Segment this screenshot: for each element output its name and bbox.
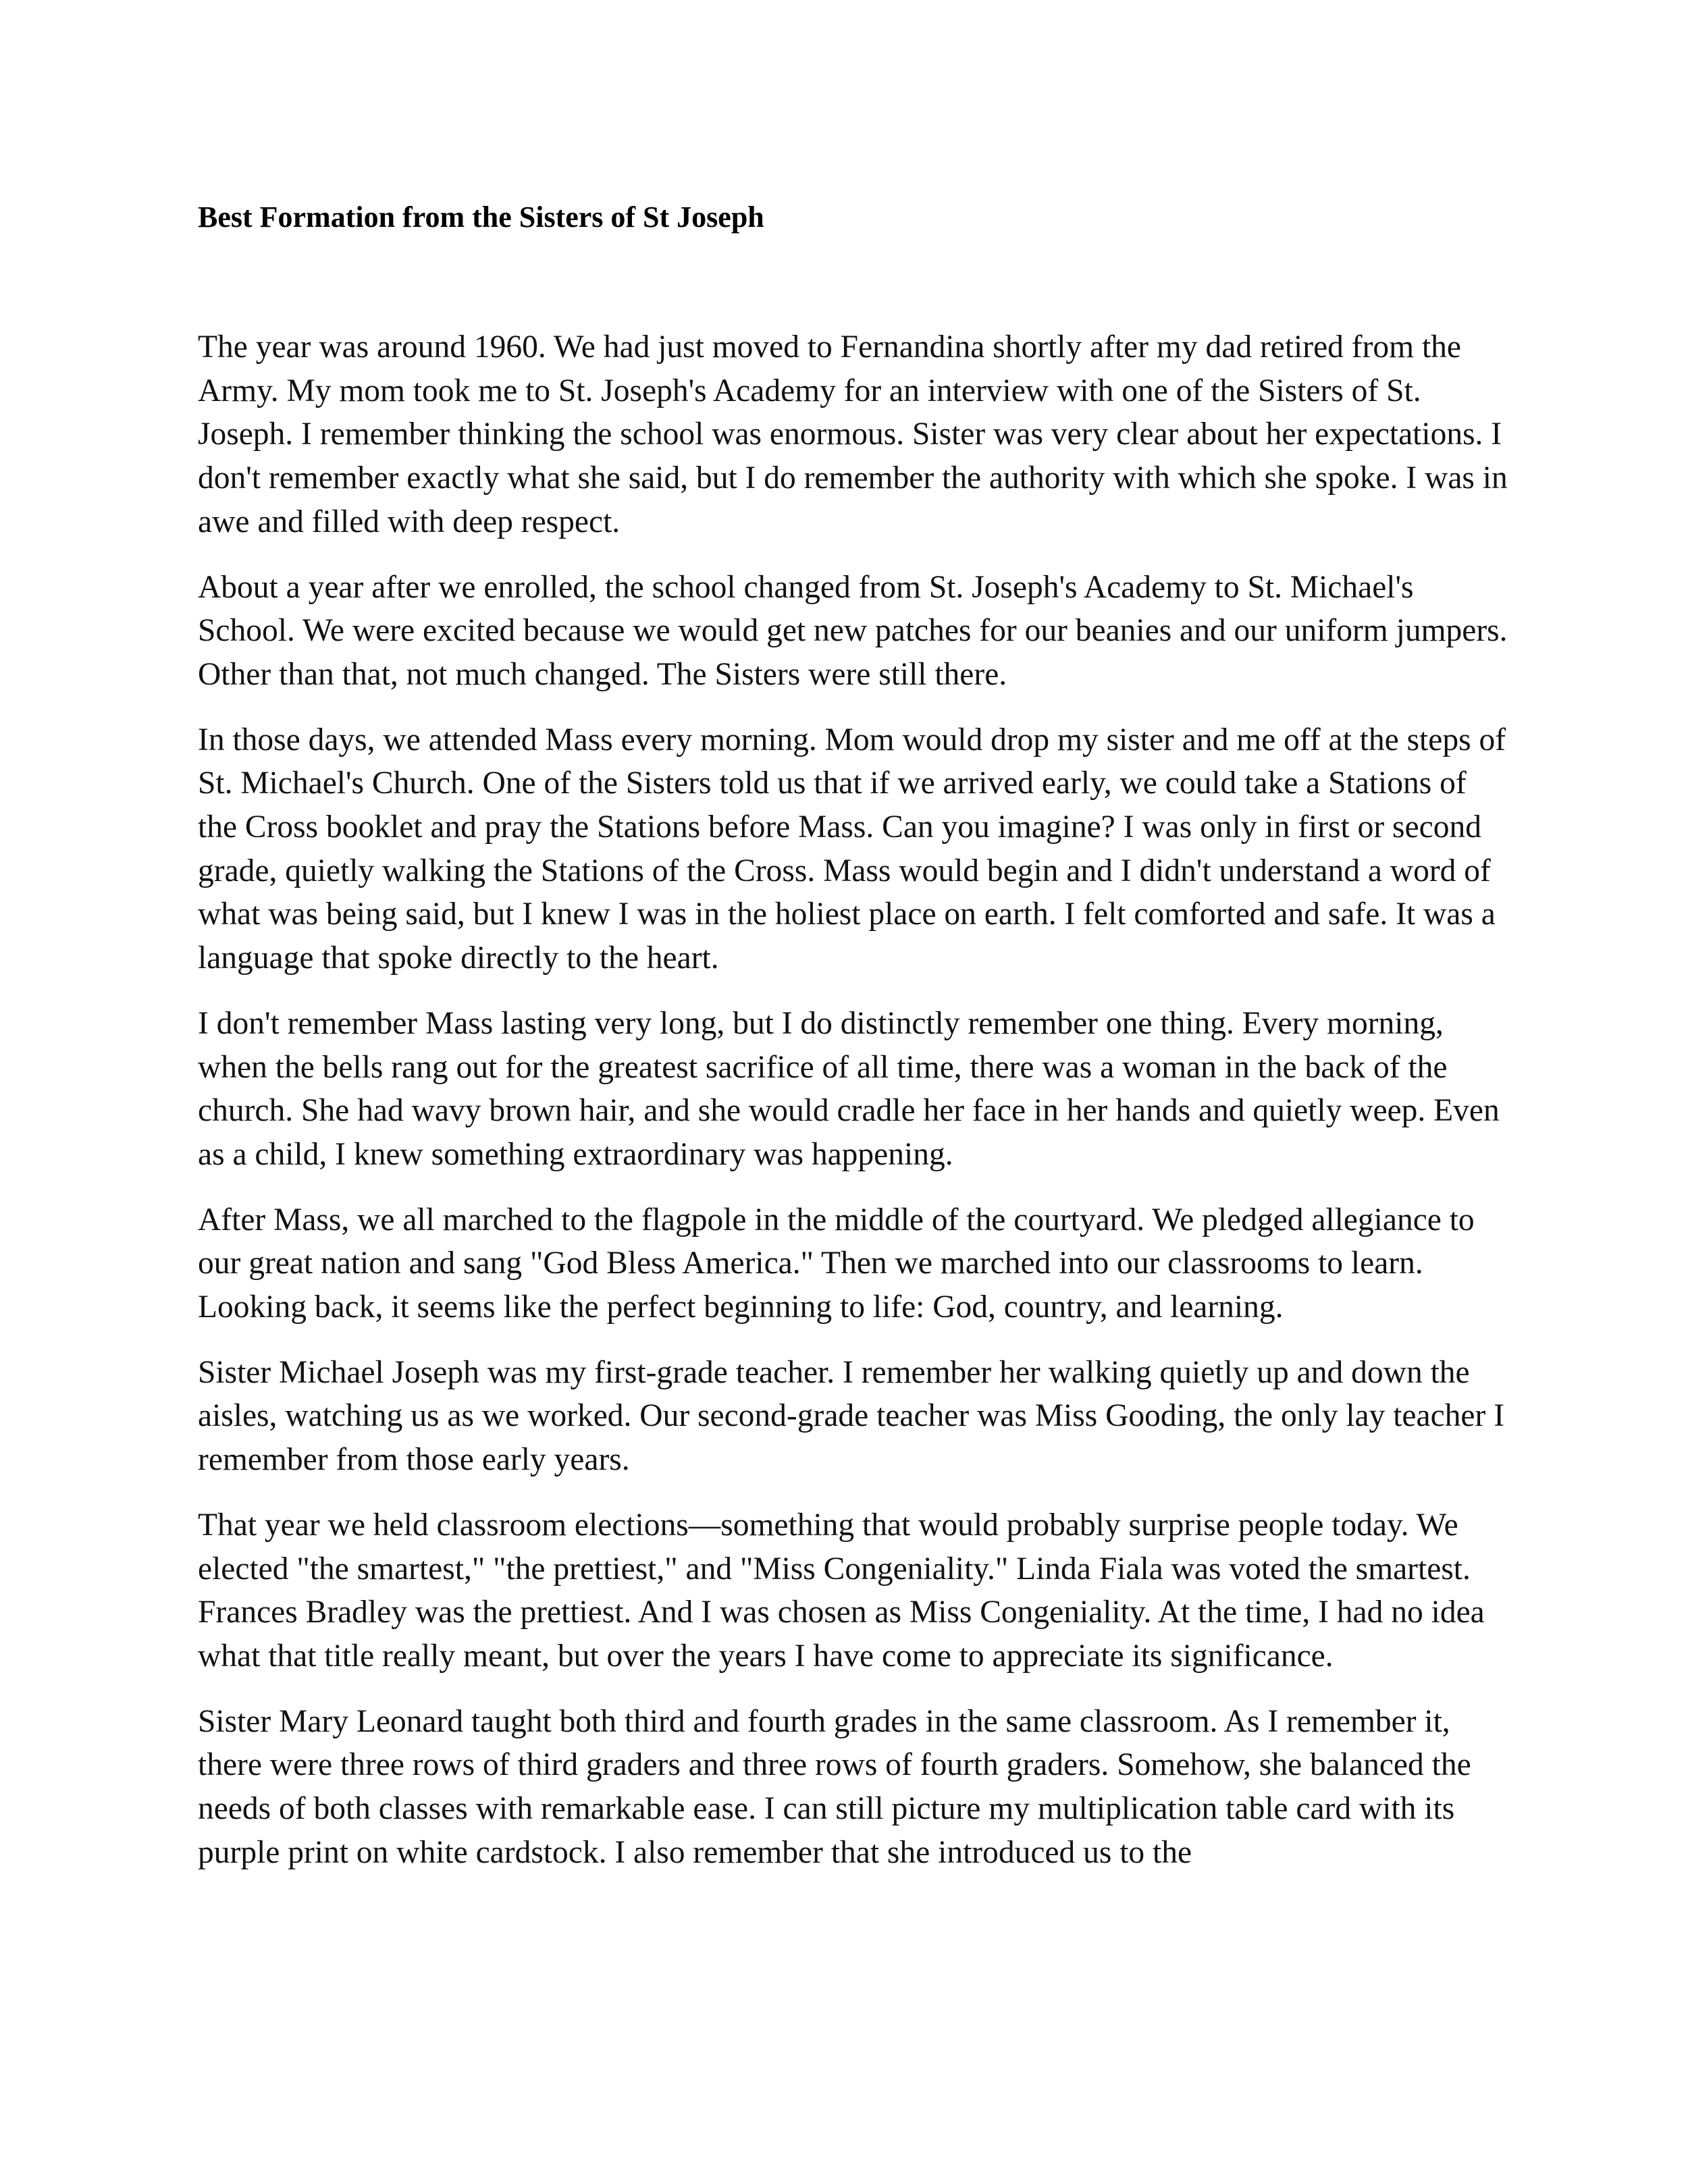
document-body bbox=[198, 325, 1508, 1896]
paragraph-daily-mass: In those days, we attended Mass every morning. Mom would drop my sister and me off at the steps of St. Michael's Church. One of the Sisters told us that if we arrived early, we could take a Stations of the Cross booklet and pray the Stations before Mass. Can you imagine? I was only in first or second grade, quietly walking the Stations of the Cross. Mass would begin and I didn't understand a word of what was being said, but I knew I was in the holiest place on earth. I felt comforted and safe. It was a language that spoke directly to the heart. bbox=[198, 722, 1506, 976]
paragraph-weeping-woman: I don't remember Mass lasting very long, but I do distinctly remember one thing. Every morning, when the bells rang out for the greatest sacrifice of all time, there was a woman in the back of the church. She had wavy brown hair, and she would cradle her face in her hands and quietly weep. Even as a child, I knew something extraordinary was happening. bbox=[198, 1005, 1500, 1172]
paragraph-school-rename: About a year after we enrolled, the school changed from St. Joseph's Academy to St. Michael's School. We were excited because we would get new patches for our beanies and our uniform jumpers. Other than that, not much changed. The Sisters were still there. bbox=[198, 569, 1508, 692]
paragraph-flagpole: After Mass, we all marched to the flagpole in the middle of the courtyard. We pledged allegiance to our great nation and sang "God Bless America." Then we marched into our classrooms to learn. Looking back, it seems like the perfect beginning to life: God, country, and learning. bbox=[198, 1202, 1475, 1325]
paragraph-elections: That year we held classroom elections—something that would probably surprise people today. We elected "the smartest," "the prettiest," and "Miss Congeniality." Linda Fiala was voted the smartest. Frances Bradley was the prettiest. And I was chosen as Miss Congeniality. At the time, I had no idea what that title really meant, but over the years I have come to appreciate its significance. bbox=[198, 1507, 1485, 1674]
paragraph-third-fourth-grade: Sister Mary Leonard taught both third and fourth grades in the same classroom. As I remember it, there were three rows of third graders and three rows of fourth graders. Somehow, she balanced the needs of both classes with remarkable ease. I can still picture my multiplication table card with its purple print on white cardstock. I also remember that she introduced us to the bbox=[198, 1703, 1471, 1870]
document-title: Best Formation from the Sisters of St Joseph bbox=[198, 201, 764, 234]
paragraph-arrival: The year was around 1960. We had just moved to Fernandina shortly after my dad retired from the Army. My mom took me to St. Joseph's Academy for an interview with one of the Sisters of St. Joseph. I remember thinking the school was enormous. Sister was very clear about her expectations. I don't remember exactly what she said, but I do remember the authority with which she spoke. I was in awe and filled with deep respect. bbox=[198, 329, 1508, 539]
paragraph-first-grade: Sister Michael Joseph was my first-grade teacher. I remember her walking quietly up and down the aisles, watching us as we worked. Our second-grade teacher was Miss Gooding, the only lay teacher I remember from those early years. bbox=[198, 1354, 1505, 1478]
